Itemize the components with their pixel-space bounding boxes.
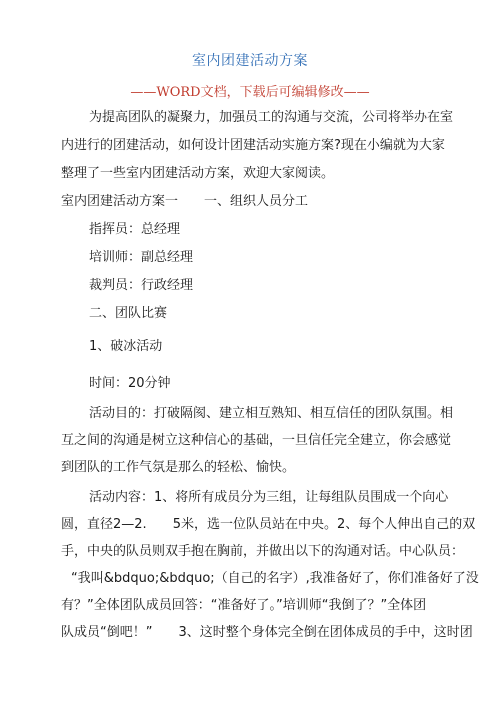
subsection-heading: 二、团队比赛 xyxy=(89,306,168,321)
paragraph-line: 为提高团队的凝聚力，加强员工的沟通与交流，公司将举办在室 xyxy=(89,110,454,125)
paragraph-line: 整理了一些室内团建活动方案，欢迎大家阅读。 xyxy=(61,166,335,181)
paragraph-line: 到团队的工作气氛是那么的轻松、愉快。 xyxy=(61,460,296,475)
document-subtitle: ——WORD文档，下载后可编辑修改—— xyxy=(130,85,370,100)
paragraph-line: 有？”全体团队成员回答：“准备好了。”培训师“我倒了？”全体团 xyxy=(61,598,427,613)
paragraph-line: 互之间的沟通是树立这种信心的基础，一旦信任完全建立，你会感觉 xyxy=(61,433,452,448)
paragraph-line xyxy=(61,624,473,642)
paragraph-line: 手，中央的队员则双手抱在胸前，并做出以下的沟通对话。中心队员： xyxy=(61,544,465,559)
document-title: 室内团建活动方案 xyxy=(192,53,308,69)
paragraph-fragment: 3、这时整个身体完全倒在团体成员的手中，这时团 xyxy=(178,625,473,640)
paragraph-line: 活动内容：1、将所有成员分为三组，让每组队员围成一个向心 xyxy=(89,490,449,505)
paragraph-line: 1、破冰活动 xyxy=(89,339,163,354)
paragraph-fragment: 圆，直径2—2. xyxy=(61,517,147,532)
paragraph-line: 内进行的团建活动，如何设计团建活动实施方案?现在小编就为大家 xyxy=(61,138,445,153)
paragraph-fragment: 队成员“倒吧！” xyxy=(61,625,153,640)
paragraph-line: 培训师：副总经理 xyxy=(89,250,194,265)
section-heading: 室内团建活动方案一 xyxy=(61,194,179,209)
paragraph-line: 裁判员：行政经理 xyxy=(89,278,194,293)
paragraph-line: 时间：20分钟 xyxy=(89,376,171,391)
paragraph-line: “我叫&bdquo;&bdquo;（自己的名字）,我准备好了，你们准备好了没 xyxy=(71,571,479,586)
paragraph-line xyxy=(61,516,475,534)
paragraph-line: 活动目的：打破隔阂、建立相互熟知、相互信任的团队氛围。相 xyxy=(89,406,454,421)
paragraph-line: 指挥员：总经理 xyxy=(89,222,181,237)
subsection-heading: 一、组织人员分工 xyxy=(204,194,309,209)
paragraph-fragment: 5米，选一位队员站在中央。2、每个人伸出自己的双 xyxy=(172,517,476,532)
section-heading-row xyxy=(61,193,308,211)
